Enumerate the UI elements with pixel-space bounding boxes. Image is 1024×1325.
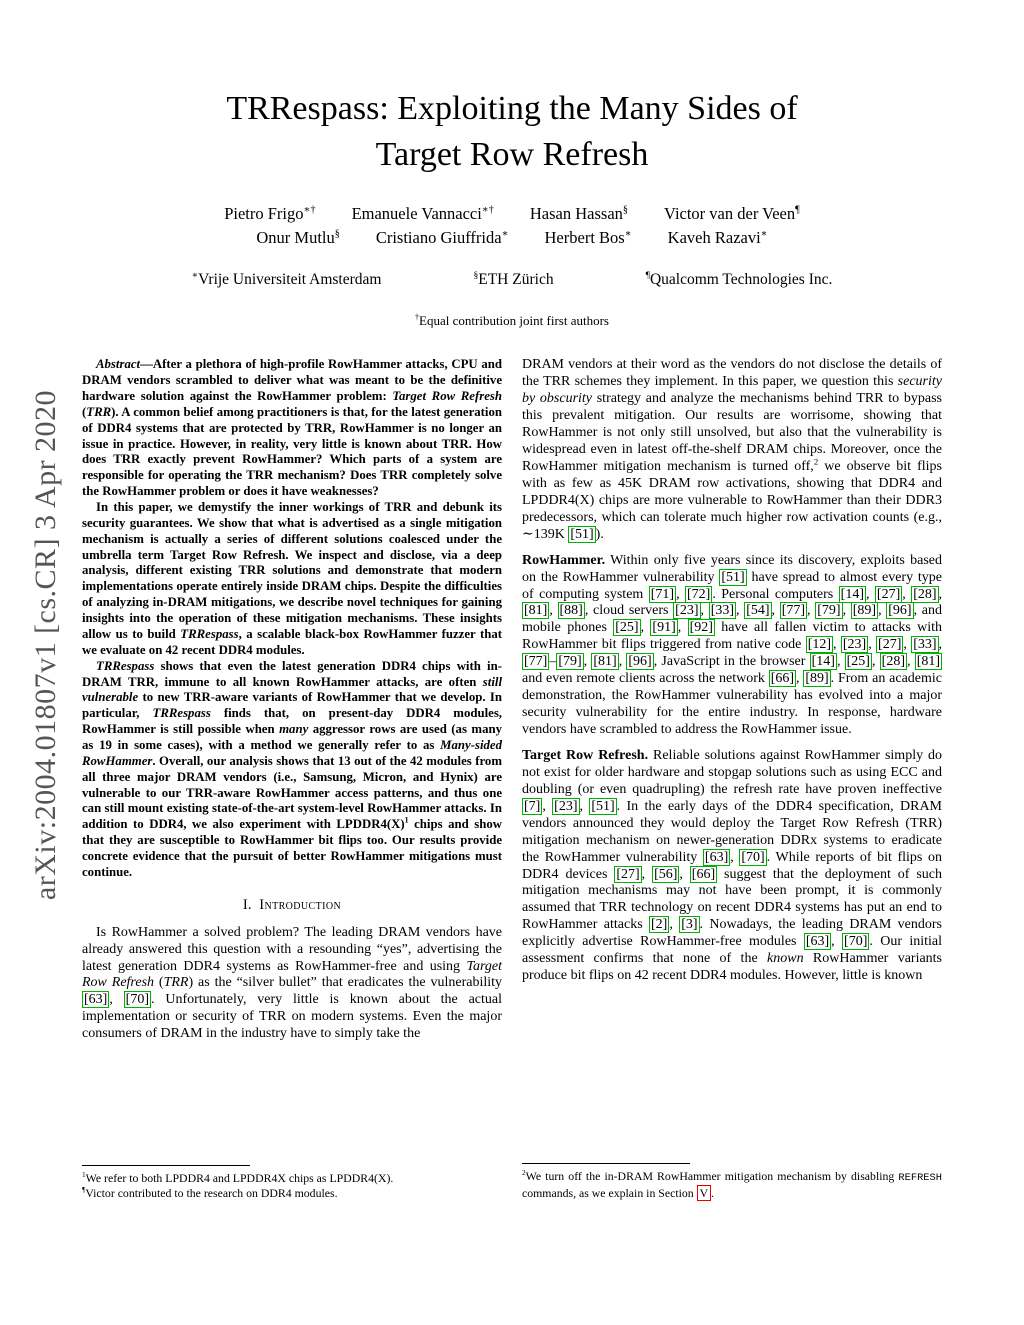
- footnote-marker: 2: [522, 1168, 526, 1178]
- footnote-marker: ¶: [82, 1185, 86, 1195]
- citation-link[interactable]: [70]: [125, 992, 149, 1008]
- emphasis-text: TRRespass: [180, 626, 239, 641]
- affiliation-marker: ¶: [645, 270, 650, 282]
- citation-link[interactable]: [23]: [554, 798, 578, 814]
- left-column: [82, 357, 502, 1201]
- citation-link[interactable]: [96]: [628, 654, 652, 670]
- author-name: Cristiano Giuffrida∗: [375, 227, 509, 247]
- title-line-1: TRRespass: Exploiting the Many Sides of: [226, 90, 798, 127]
- citation-link[interactable]: [7]: [524, 798, 541, 814]
- affiliation: ∗Vrije Universiteit Amsterdam: [191, 270, 382, 289]
- author-name: Herbert Bos∗: [544, 227, 632, 247]
- footnote-marker: 2: [813, 456, 819, 467]
- citation-link[interactable]: [89]: [805, 671, 829, 687]
- citation-link[interactable]: [88]: [559, 603, 583, 619]
- arxiv-stamp: arXiv:2004.01807v1 [cs.CR] 3 Apr 2020: [29, 389, 62, 901]
- abstract-paragraph: Abstract—After a plethora of high-profile RowHammer attacks, CPU and DRAM vendors scrambled to deliver what was meant to be the definitive hardware solution against the RowHammer problem: Target Row Refresh (TRR). A common belief among practitioners is that, for the latest generation of DDR4 systems that are protected by TRR, RowHammer is no longer an issue in practice. However, in reality, very little is known about TRR. How does TRR exactly prevent RowHammer? Which parts of a system are responsible for operating the TRR mechanism? Does TRR completely solve the RowHammer problem or does it have weaknesses?: [82, 357, 503, 499]
- emphasis-text: TRRespass: [152, 706, 211, 721]
- citation-link[interactable]: [56]: [654, 866, 678, 882]
- author-row: [0, 202, 1024, 225]
- two-column-body: [0, 357, 1024, 1201]
- footnote-rule: [522, 1163, 690, 1164]
- body-paragraph: RowHammer. Within only five years since its discovery, exploits based on the RowHammer vulnerability [51] have spread to almost every type of computing system [71] , [72] . Personal computers [14] , [27] , [28] , [81] , [88] , cloud servers [23] , [33] , [54] , [77] , [79] , [89] , [96] , and mobile phones [25] , [91] , [92] have all fallen victim to attacks with RowHammer bit flips triggered from native code [12] , [23] , [27] , [33] , [77] – [79] , [81] , [96] , JavaScript in the browser [14] , [25] , [28] , [81] and even remote clients across the network [66] , [89] . From an academic demonstration, the RowHammer vulnerability has evolved into a major security vulnerability for the entire industry. In response, hardware vendors have scrambled to address the RowHammer issue.: [522, 552, 943, 737]
- citation-link[interactable]: [2]: [651, 917, 668, 933]
- paper-title: [0, 86, 1024, 178]
- footnote-marker: 1: [404, 815, 409, 825]
- citation-link[interactable]: [23]: [675, 603, 699, 619]
- citation-link[interactable]: [14]: [811, 654, 835, 670]
- citation-link[interactable]: [33]: [913, 637, 937, 653]
- author-affiliation-marker: ∗†: [481, 204, 494, 216]
- affiliation: ¶Qualcomm Technologies Inc.: [645, 270, 833, 289]
- citation-link[interactable]: [91]: [652, 620, 676, 636]
- author-affiliation-marker: §: [334, 228, 340, 240]
- citation-link[interactable]: [23]: [842, 637, 867, 653]
- citation-link[interactable]: [70]: [844, 934, 868, 950]
- citation-link[interactable]: [66]: [770, 671, 795, 687]
- section-ref-link[interactable]: V: [697, 1185, 712, 1201]
- citation-link[interactable]: [33]: [710, 603, 735, 619]
- author-name: Kaveh Razavi∗: [667, 227, 768, 247]
- citation-link[interactable]: [28]: [881, 654, 905, 670]
- affiliation: §ETH Zürich: [473, 270, 554, 289]
- author-name: Victor van der Veen¶: [664, 204, 800, 224]
- citation-link[interactable]: [71]: [650, 586, 675, 602]
- citation-link[interactable]: [81]: [524, 603, 548, 619]
- section-number: I.: [242, 896, 260, 913]
- footnotes: [522, 1163, 942, 1201]
- body-paragraph: Is RowHammer a solved problem? The leading DRAM vendors have already answered this question with a resounding “yes”, advertising the latest generation DDR4 systems as RowHammer-free and using Target Row Refresh (TRR) as the “silver bullet” that eradicates the vulnerability [63] , [70] . Unfortunately, very little is known about the actual implementation or security of TRR on modern systems. Even the major consumers of DRAM in the industry have to simply take the: [82, 924, 503, 1042]
- author-name: Hasan Hassan§: [529, 204, 629, 224]
- citation-link[interactable]: [79]: [558, 654, 582, 670]
- emphasis-text: security by obscurity: [522, 374, 942, 407]
- citation-link[interactable]: [77]: [524, 654, 548, 670]
- affiliation-marker: §: [473, 270, 479, 282]
- author-affiliation-marker: ¶: [795, 204, 800, 216]
- citation-link[interactable]: [12]: [807, 637, 832, 653]
- author-affiliation-marker: ∗†: [303, 204, 316, 216]
- paper-header: [0, 0, 1024, 329]
- citation-link[interactable]: [63]: [805, 934, 830, 950]
- citation-link[interactable]: [92]: [689, 620, 713, 636]
- author-affiliation-marker: ∗: [624, 228, 632, 240]
- author-affiliation-marker: ∗: [501, 228, 509, 240]
- abstract-paragraph: TRRespass shows that even the latest generation DDR4 chips with in-DRAM TRR, immune to all known RowHammer attacks, are often still vulnerable to new TRR-aware variants of RowHammer that we develop. In particular, TRRespass finds that, on present-day DDR4 modules, RowHammer is still possible when many aggressor rows are used (as many as 19 in some cases), with a method we generally refer to as Many-sided RowHammer. Overall, our analysis shows that 13 out of the 42 modules from all three major DRAM vendors (i.e., Samsung, Micron, and Hynix) are vulnerable to our TRR-aware RowHammer access patterns, and thus one can still mount existing state-of-the-art system-level RowHammer attacks. In addition to DDR4, we also experiment with $LPDDR4(X)^1$ chips and show that they are susceptible to RowHammer bit flips too. Our results provide concrete evidence that the pursuit of better RowHammer mitigations must continue.: [82, 658, 502, 879]
- right-column: [522, 357, 942, 1201]
- affiliations: [0, 271, 1024, 289]
- citation-link[interactable]: [25]: [615, 620, 639, 636]
- citation-link[interactable]: [28]: [913, 586, 937, 602]
- emphasis-text: TRR: [163, 975, 189, 991]
- author-affiliation-marker: ∗: [760, 228, 768, 240]
- citation-link[interactable]: [81]: [916, 654, 941, 670]
- footnote: $^2$We turn off the in-DRAM RowHammer mitigation mechanism by disabling REFRESH commands, as we explain in Section V .: [522, 1168, 942, 1200]
- author-row: [0, 226, 1024, 249]
- footnote: $^1$We refer to both LPDDR4 and LPDDR4X chips as LPDDR4(X).: [82, 1169, 394, 1185]
- citation-link[interactable]: [51]: [570, 526, 594, 542]
- citation-link[interactable]: [54]: [746, 603, 770, 619]
- author-name: Onur Mutlu§: [256, 227, 340, 247]
- footnotes: [82, 1165, 502, 1202]
- citation-link[interactable]: [89]: [852, 603, 877, 619]
- emphasis-text: Target Row Refresh: [392, 389, 503, 404]
- citation-link[interactable]: [77]: [781, 603, 806, 619]
- citation-link[interactable]: [63]: [704, 849, 729, 865]
- citation-link[interactable]: [27]: [616, 866, 640, 882]
- contribution-note: [0, 313, 1024, 329]
- contribution-note-text: Equal contribution joint first authors: [419, 313, 609, 329]
- author-affiliation-marker: §: [622, 204, 629, 216]
- author-block: [0, 202, 1024, 249]
- author-name: Emanuele Vannacci∗†: [351, 204, 494, 224]
- title-line-2: Target Row Refresh: [375, 136, 649, 174]
- emphasis-text: Abstract: [96, 357, 141, 372]
- bold-lead-in: RowHammer.: [522, 552, 606, 568]
- footnote-marker: 1: [82, 1169, 86, 1179]
- citation-link[interactable]: [3]: [681, 917, 698, 933]
- citation-link[interactable]: [96]: [888, 603, 912, 619]
- footnote-rule: [82, 1165, 250, 1166]
- emphasis-text: many: [279, 722, 309, 737]
- affiliation-marker: ∗: [191, 270, 199, 282]
- citation-link[interactable]: [63]: [84, 992, 108, 1008]
- citation-link[interactable]: [81]: [593, 654, 617, 670]
- abstract-paragraph: In this paper, we demystify the inner workings of TRR and debunk its security guarantees. We show that what is advertised as a single mitigation mechanism is actually a series of different solutions coalesced under the umbrella term Target Row Refresh. We inspect and disclose, via a deep analysis, different existing TRR solutions and demonstrate that modern implementations operate entirely inside DRAM chips. Despite the difficulties of analyzing in-DRAM mitigations, we describe novel techniques for gaining insights into the operation of these mitigation mechanisms. These insights allow us to build TRRespass, a scalable black-box RowHammer fuzzer that we evaluate on 42 recent DDR4 modules.: [82, 500, 502, 657]
- emphasis-text: still vulnerable: [82, 674, 502, 705]
- section-heading: [82, 897, 502, 914]
- emphasis-text: TRR: [86, 404, 112, 419]
- body-paragraph: Target Row Refresh. Reliable solutions against RowHammer simply do not exist for older hardware and stopgap solutions such as using ECC and doubling (or even quadrupling) the refresh rate have proven ineffective [7] , [23] , [51] . In the early days of the DDR4 specification, DRAM vendors announced they would deploy the Target Row Refresh (TRR) mitigation mechanism on newer-generation DDRx systems to eradicate the RowHammer vulnerability [63] , [70] . While reports of bit flips on DDR4 devices [27] , [56] , [66] suggest that the deployment of such mitigation mechanisms may not have been prompt, it is commonly assumed that TRR technology on recent DDR4 systems has put an end to RowHammer attacks [2] , [3] . Nowadays, the leading DRAM vendors explicitly advertise RowHammer-free modules [63] , [70] . Our initial assessment confirms that none of the known RowHammer variants produce bit flips on 42 recent DDR4 modules. However, little is known: [522, 747, 943, 984]
- emphasis-text: Many-sided RowHammer: [82, 737, 502, 768]
- citation-link[interactable]: [72]: [687, 586, 711, 602]
- emphasis-text: known: [767, 951, 804, 967]
- emphasis-text: Target Row Refresh: [82, 958, 502, 991]
- citation-link[interactable]: [51]: [591, 798, 615, 814]
- dagger-symbol: †: [415, 312, 420, 322]
- emphasis-text: TRRespass: [96, 658, 155, 673]
- code-text: REFRESH: [898, 1172, 942, 1185]
- footnote: ¶Victor contributed to the research on DDR4 modules.: [82, 1185, 338, 1200]
- bold-lead-in: Target Row Refresh.: [522, 747, 649, 763]
- citation-link[interactable]: [14]: [840, 586, 864, 602]
- citation-link[interactable]: [25]: [846, 654, 870, 670]
- body-paragraph: DRAM vendors at their word as the vendors do not disclose the details of the TRR schemes they implement. In this paper, we question this security by obscurity strategy and analyze the mechanisms behind TRR to bypass this prevalent mitigation. Our results are worrisome, showing that RowHammer is not only still unsolved, but also that the vulnerability is widespread even in latest off-the-shelf DRAM chips. Moreover, once the RowHammer mitigation mechanism is turned off,$^2$ we observe bit flips with as few as 45K DRAM row activations, showing that DDR4 and LPDDR4(X) chips are more vulnerable to RowHammer than their DDR3 predecessors, which can tolerate much higher row activation counts (e.g., ∼139K [51] ).: [522, 357, 942, 542]
- author-name: Pietro Frigo∗†: [224, 204, 316, 224]
- citation-link[interactable]: [70]: [741, 849, 765, 865]
- citation-link[interactable]: [51]: [721, 569, 745, 585]
- citation-link[interactable]: [66]: [691, 866, 716, 882]
- citation-link[interactable]: [79]: [817, 603, 841, 619]
- citation-link[interactable]: [27]: [876, 586, 901, 602]
- section-title: Introduction: [259, 896, 342, 913]
- citation-link[interactable]: [27]: [878, 637, 902, 653]
